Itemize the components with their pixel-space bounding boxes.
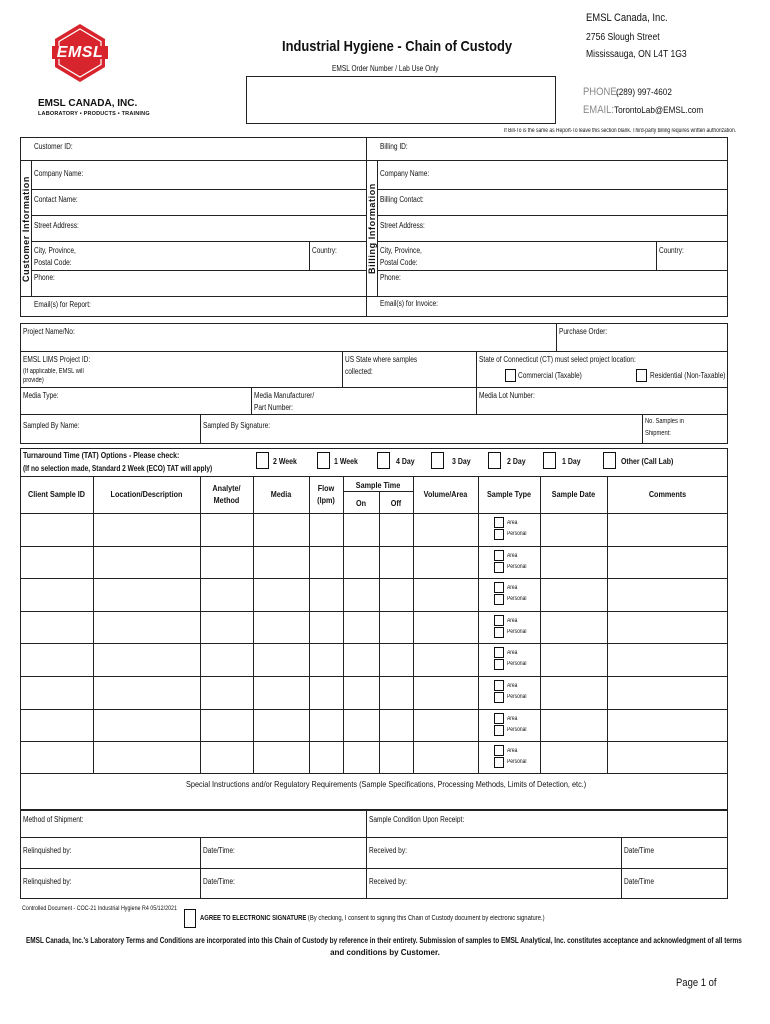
media-manufacturer-field[interactable]: Media Manufacturer/ [254,391,315,400]
area-checkbox[interactable] [494,582,504,593]
company-street: 2756 Slough Street [586,32,660,43]
col-volume: Volume/Area [423,489,468,499]
area-checkbox[interactable] [494,615,504,626]
tat-3-day-checkbox[interactable] [431,452,444,469]
table-row[interactable] [20,741,728,774]
area-checkbox[interactable] [494,517,504,528]
area-label: Area [507,585,518,592]
logo-company-name: EMSL CANADA, INC. [38,98,138,109]
invoice-emails-field[interactable]: Email(s) for Invoice: [380,299,438,308]
area-label: Area [507,650,518,657]
col-comments: Comments [648,489,687,499]
area-label: Area [507,617,518,624]
electronic-signature-label [200,915,545,922]
received-date-field-2[interactable]: Date/Time [624,877,655,886]
col-flow: Flow [317,483,335,493]
tat-1-week-checkbox[interactable] [317,452,330,469]
billing-information-label: Billing Information [367,183,377,275]
num-samples-label-2: Shipment: [645,430,671,437]
area-label: Area [507,683,518,689]
relinquished-date-field-2[interactable]: Date/Time: [203,877,235,886]
tat-other-label: Other (Call Lab) [621,456,674,466]
billing-note: If Bill-To is the same as Report-To leave this section blank. Third-party billing requires written authorization. [504,128,737,134]
sampled-by-name-field[interactable]: Sampled By Name: [23,421,80,430]
personal-label: Personal [507,661,527,668]
billing-phone-field[interactable]: Phone: [380,273,401,282]
col-time-on: On [355,498,367,508]
tat-note: (If no selection made, Standard 2 Week (ECO) TAT will apply) [23,464,213,473]
tat-1-day-checkbox[interactable] [543,452,556,469]
customer-information-label: Customer Information [21,176,31,283]
col-sample-date: Sample Date [551,489,596,499]
area-label: Area [507,552,518,559]
sampled-by-signature-field[interactable]: Sampled By Signature: [203,421,271,430]
area-checkbox[interactable] [494,713,504,724]
personal-checkbox[interactable] [494,659,504,670]
col-sample-type: Sample Type [486,489,532,499]
project-section [20,323,728,444]
num-samples-field[interactable]: No. Samples in [645,418,684,425]
relinquished-by-field-1[interactable]: Relinquished by: [23,846,72,855]
billing-company-field[interactable]: Company Name: [380,169,430,178]
tat-2-week-checkbox[interactable] [256,452,269,469]
personal-checkbox[interactable] [494,529,504,540]
table-row[interactable] [20,676,728,709]
billing-country-field[interactable]: Country: [659,246,684,255]
area-checkbox[interactable] [494,647,504,658]
personal-checkbox[interactable] [494,562,504,573]
col-sample-time: Sample Time [355,480,401,490]
relinquished-by-field-2[interactable]: Relinquished by: [23,877,72,886]
report-emails-field[interactable]: Email(s) for Report: [34,300,91,309]
tat-2-day-label: 2 Day [507,456,526,466]
company-name: EMSL Canada, Inc. [586,12,668,24]
purchase-order-field[interactable]: Purchase Order: [559,327,608,336]
customer-phone-field[interactable]: Phone: [34,273,55,282]
personal-checkbox[interactable] [494,725,504,736]
order-number-label: EMSL Order Number / Lab Use Only [332,64,439,73]
lims-note: (If applicable, EMSL will [23,368,84,375]
us-state-label-2: collected: [345,367,373,376]
special-instructions-label: Special Instructions and/or Regulatory Requirements (Sample Specifications, Processing Methods, Limits of Detection, etc.) [186,779,587,789]
tat-title: Turnaround Time (TAT) Options - Please check: [23,450,180,460]
customer-company-field[interactable]: Company Name: [34,169,84,178]
electronic-signature-checkbox[interactable] [184,909,196,928]
personal-label: Personal [507,596,527,603]
table-row[interactable] [20,611,728,644]
terms-line-1: EMSL Canada, Inc.'s Laboratory Terms and Conditions are incorporated into this Chain of Custody by reference in their entirety. Submission of samples to EMSL Analytical, Inc. constitutes acceptance and acknowledgment of all terms [26,936,742,945]
ct-note: State of Connecticut (CT) must select project location: [479,355,636,364]
area-checkbox[interactable] [494,550,504,561]
lims-project-id-field[interactable]: EMSL LIMS Project ID: [23,355,91,364]
agree-bold: AGREE TO ELECTRONIC SIGNATURE [200,915,307,922]
company-phone: (289) 997-4602 [616,87,672,98]
page-number: Page 1 of [676,977,717,989]
residential-checkbox[interactable] [636,369,647,382]
personal-label: Personal [507,628,527,635]
billing-contact-field[interactable]: Billing Contact: [380,195,424,204]
area-checkbox[interactable] [494,745,504,756]
tat-4-day-checkbox[interactable] [377,452,390,469]
col-client-sample-id: Client Sample ID [27,489,86,499]
tat-1-week-label: 1 Week [334,456,358,466]
table-row[interactable] [20,546,728,579]
area-label: Area [507,715,518,722]
customer-id-field[interactable]: Customer ID: [34,142,73,151]
table-row[interactable] [20,709,728,742]
tat-4-day-label: 4 Day [396,456,415,466]
personal-checkbox[interactable] [494,627,504,638]
received-date-field-1[interactable]: Date/Time [624,846,655,855]
personal-label: Personal [507,726,527,733]
emsl-logo [52,22,108,84]
sample-condition-field[interactable]: Sample Condition Upon Receipt: [369,815,465,824]
project-name-field[interactable]: Project Name/No: [23,327,75,336]
col-time-off: Off [390,498,402,508]
personal-checkbox[interactable] [494,594,504,605]
relinquished-date-field-1[interactable]: Date/Time: [203,846,235,855]
logo-text: EMSL [56,44,104,61]
table-row[interactable] [20,513,728,546]
media-lot-field[interactable]: Media Lot Number: [479,391,535,400]
phone-label: PHONE: [583,86,620,98]
customer-postal-label: Postal Code: [34,258,72,267]
table-row[interactable] [20,643,728,676]
col-analyte: Analyte/ [212,483,241,493]
commercial-checkbox[interactable] [505,369,516,382]
customer-street-field[interactable]: Street Address: [34,221,79,230]
area-label: Area [507,748,518,755]
billing-id-field[interactable]: Billing ID: [380,142,408,151]
media-manufacturer-label-2: Part Number: [254,403,294,412]
residential-label: Residential (Non-Taxable) [650,371,726,380]
billing-street-field[interactable]: Street Address: [380,221,425,230]
table-row[interactable] [20,578,728,611]
billing-city-field[interactable]: City, Province, [380,246,422,255]
lims-note-2: provide) [23,377,44,384]
agree-rest: (By checking, I consent to signing this Chain of Custody document by electronic signature.) [307,915,545,922]
received-by-field-1[interactable]: Received by: [369,846,407,855]
tat-2-week-label: 2 Week [273,456,297,466]
col-analyte-2: Method [213,495,240,505]
personal-checkbox[interactable] [494,757,504,768]
customer-country-field[interactable]: Country: [312,246,337,255]
controlled-document: Controlled Document - COC-21 Industrial Hygiene R4 05/12/2021 [22,905,177,912]
company-city: Mississauga, ON L4T 1G3 [586,49,687,60]
col-flow-2: (lpm) [317,495,335,505]
email-label: EMAIL: [583,104,615,116]
personal-label: Personal [507,563,527,570]
commercial-label: Commercial (Taxable) [518,371,582,380]
tat-3-day-label: 3 Day [452,456,471,466]
customer-city-field[interactable]: City, Province, [34,246,76,255]
tat-other-checkbox[interactable] [603,452,616,469]
contact-name-field[interactable]: Contact Name: [34,195,78,204]
form-title: Industrial Hygiene - Chain of Custody [282,38,513,55]
col-location: Location/Description [110,489,183,499]
billing-postal-label: Postal Code: [380,258,418,267]
tat-2-day-checkbox[interactable] [488,452,501,469]
us-state-field[interactable]: US State where samples [345,355,418,364]
method-of-shipment-field[interactable]: Method of Shipment: [23,815,84,824]
area-label: Area [507,520,518,526]
received-by-field-2[interactable]: Received by: [369,877,407,886]
company-email: TorontoLab@EMSL.com [614,105,704,116]
logo-tagline: LABORATORY • PRODUCTS • TRAINING [38,111,150,117]
tat-1-day-label: 1 Day [562,456,581,466]
personal-checkbox[interactable] [494,692,504,703]
order-number-box[interactable] [246,76,556,124]
terms-line-2: and conditions by Customer. [330,948,440,957]
media-type-field[interactable]: Media Type: [23,391,59,400]
personal-label: Personal [507,694,527,700]
col-media: Media [270,489,292,499]
personal-label: Personal [507,531,527,537]
personal-label: Personal [507,759,527,766]
area-checkbox[interactable] [494,680,504,691]
